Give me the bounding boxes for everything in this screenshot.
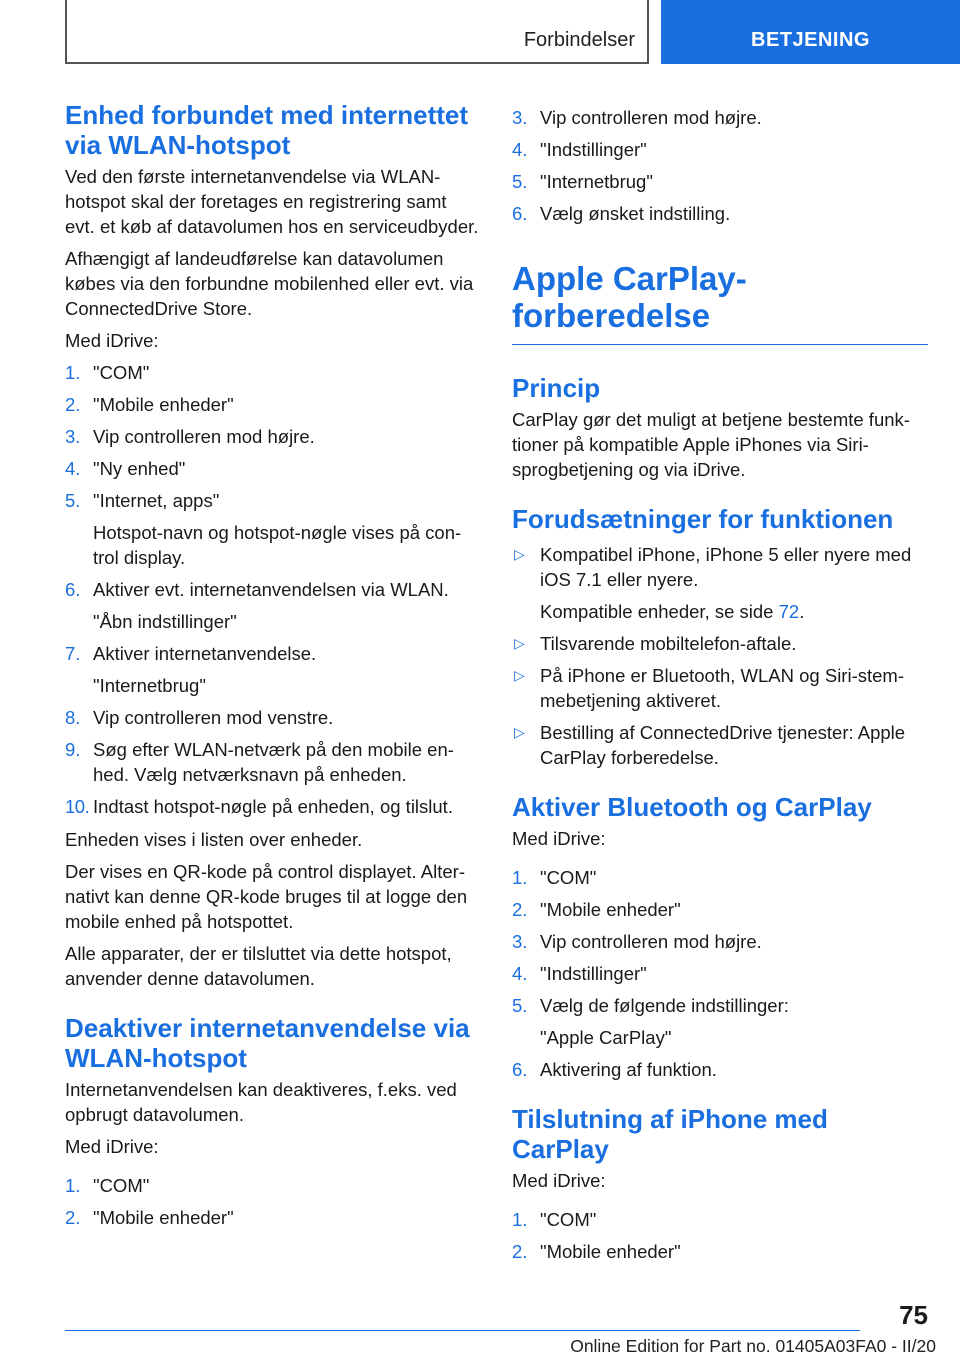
triangle-bullet-icon: ▷ <box>514 546 525 562</box>
step-text: "Internet, apps" <box>93 490 220 511</box>
step-number: 2. <box>512 1241 528 1262</box>
step-list <box>512 105 928 226</box>
paragraph: Internetanvendelsen kan deaktiveres, f.eks. ved opbrugt datavolumen. <box>65 1079 457 1125</box>
req-subtext <box>540 599 928 624</box>
heading-wlan-hotspot: Enhed forbundet med internettet via WLAN-hotspot <box>65 100 468 160</box>
list-item <box>512 663 928 713</box>
step-list <box>512 1207 928 1264</box>
step-text: Indtast hotspot-nøgle på enheden, og tilslut. <box>93 796 453 817</box>
step-number: 8. <box>65 707 81 728</box>
step-text: Vip controlleren mod venstre. <box>93 707 334 728</box>
step-number: 6. <box>512 203 528 224</box>
step-number: 9. <box>65 739 81 760</box>
paragraph: Med iDrive: <box>512 828 606 849</box>
requirement-list <box>512 542 928 770</box>
step-subtext: "Internetbrug" <box>93 675 206 696</box>
heading-requirements: Forudsætninger for funktionen <box>512 504 894 534</box>
step-text: "COM" <box>540 1209 597 1230</box>
header-section-title: Forbindelser <box>523 29 635 51</box>
list-item <box>65 577 480 634</box>
req-subtext-pre: Kompatible enheder, se side <box>540 601 779 622</box>
step-number: 5. <box>512 995 528 1016</box>
list-item <box>512 897 928 922</box>
triangle-bullet-icon: ▷ <box>514 635 525 651</box>
step-number: 1. <box>65 362 81 383</box>
step-number: 6. <box>512 1059 528 1080</box>
step-text: "COM" <box>540 867 597 888</box>
list-item <box>65 1205 480 1230</box>
paragraph: Enheden vises i listen over enheder. <box>65 829 363 850</box>
paragraph: Der vises en QR-kode på control displayet. Alternativt kan denne QR-kode bruges til at logge den mobile enhed på hotspottet. <box>65 861 468 932</box>
list-item <box>65 456 480 481</box>
req-subtext-post: . <box>799 601 805 622</box>
step-number: 4. <box>512 139 528 160</box>
step-number: 1. <box>512 1209 528 1230</box>
step-text: Vælg de følgende indstillinger: <box>540 995 789 1016</box>
step-text: "Indstillinger" <box>540 963 647 984</box>
list-item <box>512 1207 928 1232</box>
step-number: 3. <box>512 107 528 128</box>
list-item <box>512 105 928 130</box>
req-text: Bestilling af ConnectedDrive tjenester: Apple CarPlay forberedelse. <box>540 722 906 768</box>
list-item <box>65 1173 480 1198</box>
list-item <box>512 720 928 770</box>
footer-divider <box>65 1330 860 1331</box>
list-item <box>65 737 480 787</box>
step-list <box>512 865 928 1082</box>
paragraph: Alle apparater, der er tilsluttet via dette hotspot, anvender denne datavolumen. <box>65 943 452 989</box>
heading-deactivate: Deaktiver internetanvendelse via WLAN-hotspot <box>65 1013 470 1073</box>
list-item <box>65 794 480 819</box>
header-section-box <box>65 0 649 64</box>
step-number: 6. <box>65 579 81 600</box>
step-text: Vælg ønsket indstilling. <box>540 203 731 224</box>
list-item <box>65 488 480 570</box>
chapter-heading-carplay: Apple CarPlay-forberedelse <box>512 260 928 345</box>
step-number: 2. <box>65 394 81 415</box>
req-text: Kompatibel iPhone, iPhone 5 eller nyere med iOS 7.1 eller nyere. <box>540 544 912 590</box>
step-list <box>65 360 480 819</box>
list-item <box>65 360 480 385</box>
paragraph: Ved den første internetanvendelse via WLAN-hotspot skal der foretages en registrering samt evt. et køb af datavolumen hos en serviceudbyder. <box>65 166 479 237</box>
paragraph: CarPlay gør det muligt at betjene bestemte funktioner på kompatible Apple iPhones via Siri-sprogbetjening og via iDrive. <box>512 409 910 480</box>
page-number: 75 <box>899 1300 928 1330</box>
step-text: "Ny enhed" <box>93 458 186 479</box>
step-number: 4. <box>65 458 81 479</box>
triangle-bullet-icon: ▷ <box>514 724 525 740</box>
step-text: "COM" <box>93 362 150 383</box>
step-text: "Mobile enheder" <box>93 1207 234 1228</box>
paragraph: Med iDrive: <box>65 330 159 351</box>
step-number: 7. <box>65 643 81 664</box>
list-item <box>512 201 928 226</box>
step-number: 4. <box>512 963 528 984</box>
step-number: 3. <box>65 426 81 447</box>
list-item <box>512 169 928 194</box>
step-text: Vip controlleren mod højre. <box>93 426 315 447</box>
list-item <box>512 137 928 162</box>
step-text: Aktivering af funktion. <box>540 1059 717 1080</box>
right-column <box>512 100 928 1272</box>
list-item <box>512 929 928 954</box>
heading-princip: Princip <box>512 373 601 403</box>
list-item <box>65 392 480 417</box>
step-text: "Mobile enheder" <box>93 394 234 415</box>
step-text: Søg efter WLAN-netværk på den mobile enhed. Vælg netværksnavn på enheden. <box>93 739 454 785</box>
step-number: 10. <box>65 796 90 817</box>
heading-connect-iphone: Tilslutning af iPhone med CarPlay <box>512 1104 828 1164</box>
step-text: Vip controlleren mod højre. <box>540 107 762 128</box>
step-list <box>65 1173 480 1230</box>
paragraph: Med iDrive: <box>65 1136 159 1157</box>
paragraph: Med iDrive: <box>512 1170 606 1191</box>
list-item <box>512 961 928 986</box>
list-item <box>512 993 928 1050</box>
list-item <box>512 865 928 890</box>
step-subtext: Hotspot-navn og hotspot-nøgle vises på control display. <box>93 522 462 568</box>
left-column <box>65 100 480 1238</box>
req-text: På iPhone er Bluetooth, WLAN og Siri-stemmebetjening aktiveret. <box>540 665 905 711</box>
footer-edition: Online Edition for Part no. 01405A03FA0 - II/20 <box>570 1336 936 1356</box>
list-item <box>512 542 928 624</box>
list-item <box>65 641 480 698</box>
step-number: 5. <box>65 490 81 511</box>
list-item <box>65 424 480 449</box>
step-number: 2. <box>512 899 528 920</box>
header-chapter-tab <box>661 0 960 64</box>
step-text: Aktiver internetanvendelse. <box>93 643 317 664</box>
step-number: 2. <box>65 1207 81 1228</box>
step-text: Aktiver evt. internetanvendelsen via WLAN. <box>93 579 449 600</box>
step-text: "Mobile enheder" <box>540 899 681 920</box>
list-item <box>512 1057 928 1082</box>
req-text: Tilsvarende mobiltelefon-aftale. <box>540 633 797 654</box>
triangle-bullet-icon: ▷ <box>514 667 525 683</box>
paragraph: Afhængigt af landeudførelse kan datavolumen købes via den forbundne mobilenhed eller evt. via ConnectedDrive Store. <box>65 248 474 319</box>
step-text: Vip controlleren mod højre. <box>540 931 762 952</box>
step-subtext: "Åbn indstillinger" <box>93 611 237 632</box>
step-number: 3. <box>512 931 528 952</box>
step-text: "Internetbrug" <box>540 171 653 192</box>
step-number: 1. <box>65 1175 81 1196</box>
step-subtext: "Apple CarPlay" <box>540 1027 672 1048</box>
heading-bluetooth-carplay: Aktiver Bluetooth og CarPlay <box>512 792 872 822</box>
list-item <box>512 631 928 656</box>
step-number: 5. <box>512 171 528 192</box>
page-reference-link[interactable]: 72 <box>778 601 800 622</box>
header-chapter-label: BETJENING <box>751 29 870 51</box>
list-item <box>512 1239 928 1264</box>
step-number: 1. <box>512 867 528 888</box>
step-text: "COM" <box>93 1175 150 1196</box>
step-text: "Indstillinger" <box>540 139 647 160</box>
step-text: "Mobile enheder" <box>540 1241 681 1262</box>
list-item <box>65 705 480 730</box>
